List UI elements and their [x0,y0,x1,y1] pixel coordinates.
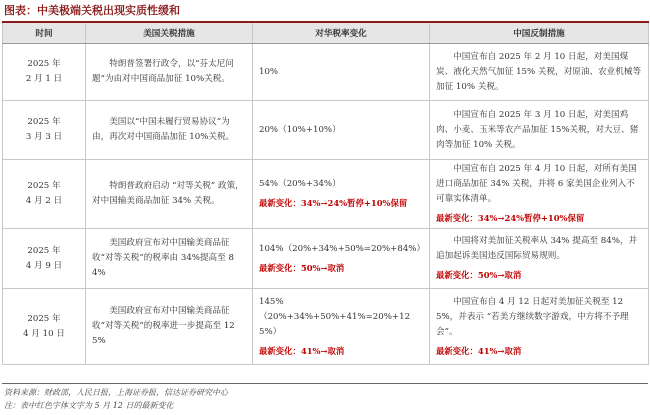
rate-cell [253,289,430,365]
header-rate-change: 对华税率变化 [253,22,430,44]
table-row [3,160,649,229]
table-row [3,44,649,101]
tariff-table [2,21,649,365]
row-date [3,44,86,101]
source-note: 资料来源：财政部，人民日报，上海证券报，信达证券研究中心 [4,388,228,397]
figure-title: 图表：中美极端关税出现实质性缓和 [4,4,180,17]
cn-measure [430,229,649,289]
rate-latest-change: 最新变化：50%→取消 [259,262,345,273]
table-row [3,289,649,365]
rate-latest-change: 最新变化：34%→24%暂停+10%保留 [259,198,408,208]
cn-measure-text: 中国宣布自 4 月 12 日起对美加征关税至 125%，并表示 “若美方继续数字游戏，中方将不予理会”。 [436,296,629,337]
us-measure: 特朗普政府启动 “对等关税” 政策，对中国输美商品加征 34% 关税。 [86,160,253,229]
row-date [3,101,86,160]
cn-measure [430,289,649,365]
cn-measure: 中国宣布自 2025 年 3 月 10 日起，对美国鸡肉、小麦、玉米等农产品加征 15%关税，对大豆、猪肉等加征 10% 关税。 [430,101,649,160]
rate-cell [253,229,430,289]
rate-value: 104%（20%+34%+50%=20%+84%） [259,243,426,254]
cn-latest-change: 最新变化：41%→取消 [436,345,522,356]
header-cn-countermeasures: 中国反制措施 [430,22,649,44]
date-year: 2025 年 [27,181,61,191]
rate-cell [253,160,430,229]
table-row [3,229,649,289]
cn-latest-change: 最新变化：34%→24%暂停+10%保留 [436,213,585,223]
rate-cell [253,101,430,160]
cn-measure: 中国宣布自 2025 年 2 月 10 日起，对美国煤炭、液化天然气加征 15% 关税，对原油、农业机械等加征 10% 关税。 [430,44,649,101]
header-us-measures: 美国关税措施 [86,22,253,44]
date-year: 2025 年 [27,313,61,324]
date-year: 2025 年 [27,245,61,256]
rate-value: 54%（20%+34%） [259,179,341,189]
date-day: 4 月 9 日 [25,260,63,271]
cn-measure-text: 中国宣布自 2025 年 4 月 10 日起，对所有美国进口商品加征 34% 关税，并将 6 家美国企业列入不可靠实体清单。 [436,164,637,204]
date-year: 2025 年 [27,59,61,69]
us-measure: 美国以“中国未履行贸易协议”为由，再次对中国商品加征 10%关税。 [86,101,253,160]
date-day: 4 月 10 日 [23,328,65,339]
rate-value: 145% [259,296,284,307]
us-measure: 美国政府宣布对中国输美商品征收“对等关税”的税率进一步提高至 125% [86,289,253,365]
rate-value: 10% [259,66,279,77]
table-header-row [3,22,649,44]
date-year: 2025 年 [27,117,61,127]
row-date [3,160,86,229]
us-measure: 美国政府宣布对中国输美商品征收“对等关税”的税率由 34%提高至 84% [86,229,253,289]
rate-breakdown: （20%+34%+50%+41%=20%+125%） [259,311,411,337]
rate-latest-change: 最新变化：41%→取消 [259,345,345,356]
row-date [3,229,86,289]
date-day: 4 月 2 日 [25,196,63,206]
row-date [3,289,86,365]
date-day: 2 月 1 日 [25,74,63,84]
table-bottom-rule [2,383,648,384]
header-time: 时间 [3,22,86,44]
rate-cell [253,44,430,101]
date-day: 3 月 3 日 [25,132,63,142]
cn-measure [430,160,649,229]
footnote: 注：表中红色字体文字为 5 月 12 日的最新变化 [4,401,174,410]
rate-value: 20%（10%+10%） [259,124,341,135]
table-row [3,101,649,160]
us-measure: 特朗普签署行政令，以“芬太尼问题”为由对中国商品加征 10%关税。 [86,44,253,101]
cn-measure-text: 中国将对美加征关税率从 34% 提高至 84%，并追加起诉美国违反国际贸易规则。 [436,236,638,261]
cn-latest-change: 最新变化：50%→取消 [436,270,522,280]
